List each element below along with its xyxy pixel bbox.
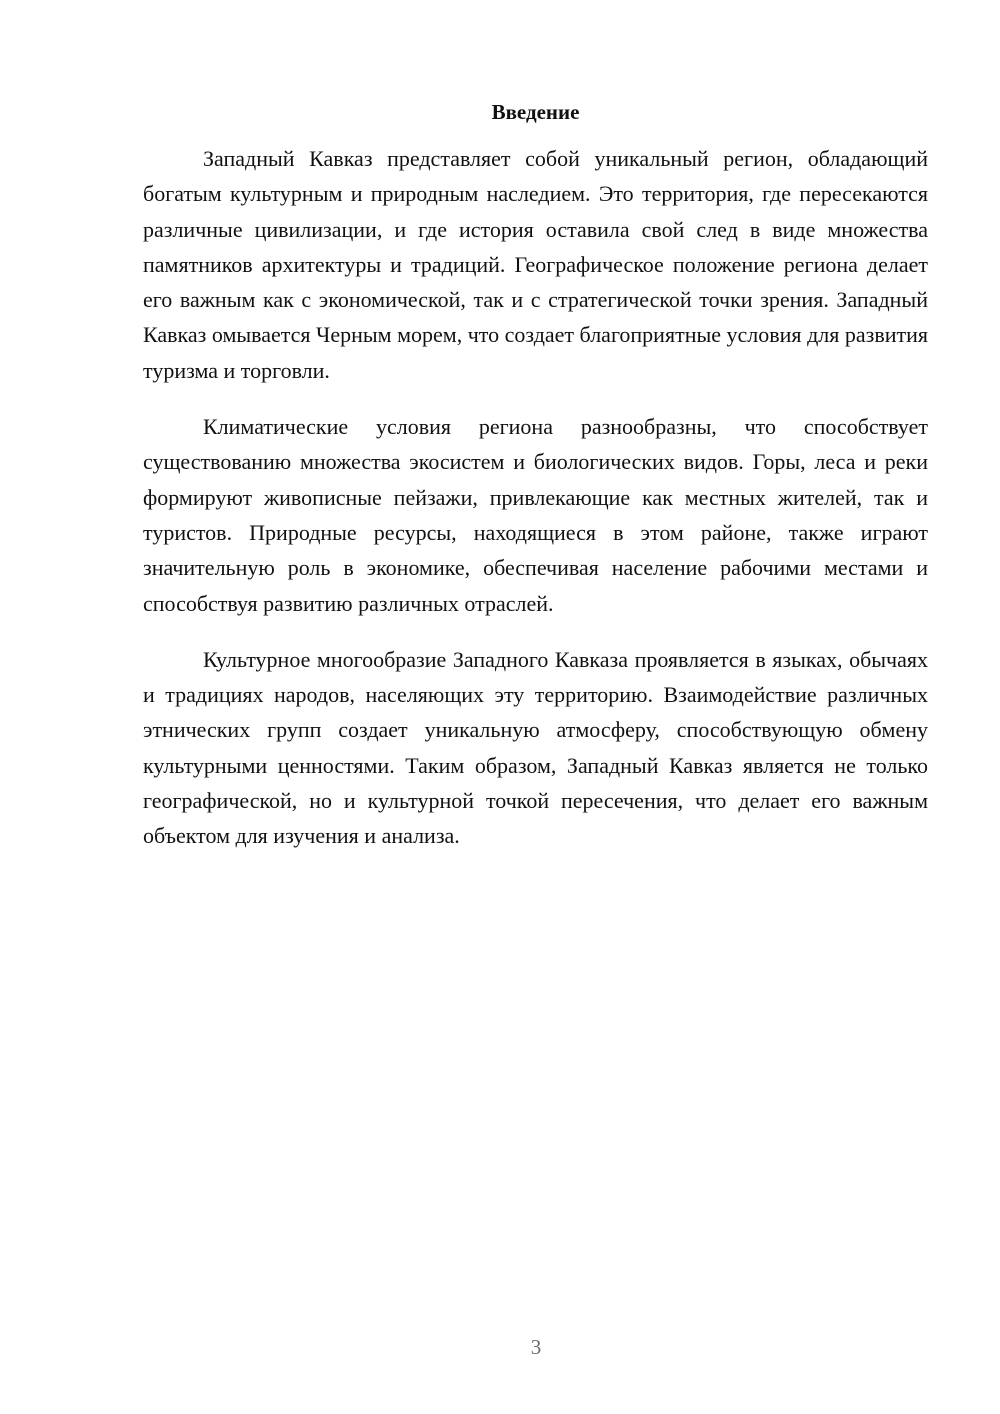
page-number: 3 [530, 1335, 542, 1359]
paragraph-2: Климатические условия региона разнообразны, что способствует существованию множества экосистем и биологических видов. Горы, леса и реки формируют живописные пейзажи, привлекающие как местных жителей, так и туристов. Природные ресурсы, находящиеся в этом районе, также играют значительную роль в экономике, обеспечивая население рабочими местами и способствуя развитию различных отраслей. [143, 414, 928, 616]
page-content [143, 95, 928, 875]
paragraph-3: Культурное многообразие Западного Кавказа проявляется в языках, обычаях и традициях народов, населяющих эту территорию. Взаимодействие различных этнических групп создает уникальную атмосферу, способствующую обмену культурными ценностями. Таким образом, Западный Кавказ является не только географической, но и культурной точкой пересечения, что делает его важным объектом для изучения и анализа. [143, 646, 928, 849]
paragraph-1: Западный Кавказ представляет собой уникальный регион, обладающий богатым культурным и природным наследием. Это территория, где пересекаются различные цивилизации, и где история оставила свой след в виде множества памятников архитектуры и традиций. Географическое положение региона делает его важным как с экономической, так и с стратегической точки зрения. Западный Кавказ омывается Черным морем, что создает благоприятные условия для развития туризма и торговли. [143, 146, 928, 383]
section-heading: Введение [491, 100, 580, 124]
